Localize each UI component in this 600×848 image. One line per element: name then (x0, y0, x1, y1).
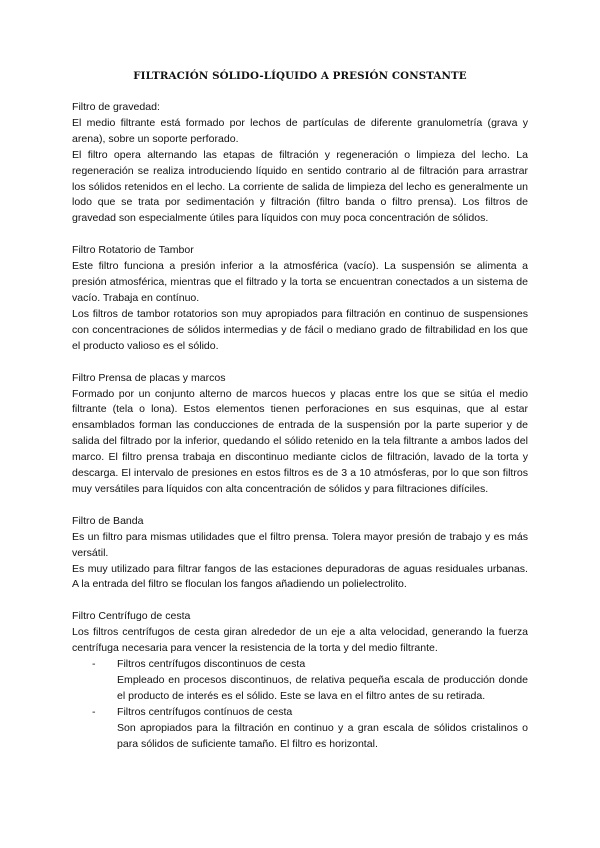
bullet-list (72, 657, 528, 752)
list-item-text: Empleado en procesos discontinuos, de relativa pequeña escala de producción donde el producto de interés es el sólido. Este se lava en el filtro antes de su retirada. (117, 674, 528, 702)
paragraph: Los filtros de tambor rotatorios son muy apropiados para filtración en continuo de suspensiones con concentraciones de sólidos intermedias y de fácil o mediano grado de filtrabilidad en los que el producto valioso es el sólido. (72, 307, 528, 352)
paragraph: Es un filtro para mismas utilidades que el filtro prensa. Tolera mayor presión de trabajo y es más versátil. (72, 530, 528, 559)
section-filtro-prensa (72, 371, 528, 498)
section-heading: Filtro Centrífugo de cesta (72, 610, 191, 623)
paragraph: Este filtro funciona a presión inferior a la atmosférica (vacío). La suspensión se alimenta a presión atmosférica, mientras que el filtrado y la torta se encuentran conectados a un sistema de vacío. Trabaja en contínuo. (72, 260, 528, 304)
section-heading: Filtro Prensa de placas y marcos (72, 371, 226, 384)
section-filtro-gravedad (72, 100, 528, 227)
paragraph: Es muy utilizado para filtrar fangos de las estaciones depuradoras de aguas residuales urbanas. A la entrada del filtro se floculan los fangos añadiendo un polielectrolito. (72, 562, 528, 591)
paragraph: El filtro opera alternando las etapas de filtración y regeneración o limpieza del lecho. La regeneración se realiza introduciendo líquido en sentido contrario al de filtración para arrastrar los sólidos retenidos en el lecho. La corriente de salida de limpieza del lecho es generalmente un lodo que se trata por sedimentación y filtración (filtro banda o filtro prensa). Los filtros de gravedad son especialmente útiles para líquidos con muy poca concentración de sólidos. (72, 148, 528, 225)
section-heading: Filtro de gravedad: (72, 101, 160, 113)
bullet-dash: - (92, 658, 96, 671)
list-item-label: Filtros centrífugos contínuos de cesta (117, 705, 293, 718)
paragraph: Formado por un conjunto alterno de marcos huecos y placas entre los que se sitúa el medio filtrante (tela o lona). Estos elementos tienen perforaciones en sus esquinas, que al estar ensamblados forman las conducciones de entrada de la suspensión por la parte superior y de salida del filtrado por la inferior, quedando el sólido retenido en la tela filtrante a ambos lados del marco. El filtro prensa trabaja en discontinuo mediante ciclos de filtración, lavado de la torta y descarga. El intervalo de presiones en estos filtros es de 3 a 10 atmósferas, por lo que son filtros muy versátiles para líquidos con alta concentración de sólidos y para filtraciones difíciles. (72, 387, 528, 495)
paragraph: Los filtros centrífugos de cesta giran alrededor de un eje a alta velocidad, generando la fuerza centrífuga necesaria para vencer la resistencia de la torta y del medio filtrante. (72, 626, 528, 655)
document-body (72, 100, 528, 769)
section-heading: Filtro Rotatorio de Tambor (72, 244, 194, 257)
list-item-label: Filtros centrífugos discontinuos de cesta (117, 658, 306, 671)
bullet-dash: - (92, 705, 96, 718)
list-item-text: Son apropiados para la filtración en continuo y a gran escala de sólidos cristalinos o para sólidos de suficiente tamaño. El filtro es horizontal. (117, 721, 528, 750)
section-filtro-rotatorio-tambor (72, 243, 528, 354)
paragraph: El medio filtrante está formado por lechos de partículas de diferente granulometría (grava y arena), sobre un soporte perforado. (72, 116, 528, 145)
list-item (92, 657, 528, 705)
section-heading: Filtro de Banda (72, 514, 144, 527)
list-item (92, 705, 528, 753)
document-title: FILTRACIÓN SÓLIDO-LÍQUIDO A PRESIÓN CONSTANTE (133, 70, 467, 82)
section-filtro-centrifugo (72, 609, 528, 752)
section-filtro-banda (72, 514, 528, 594)
